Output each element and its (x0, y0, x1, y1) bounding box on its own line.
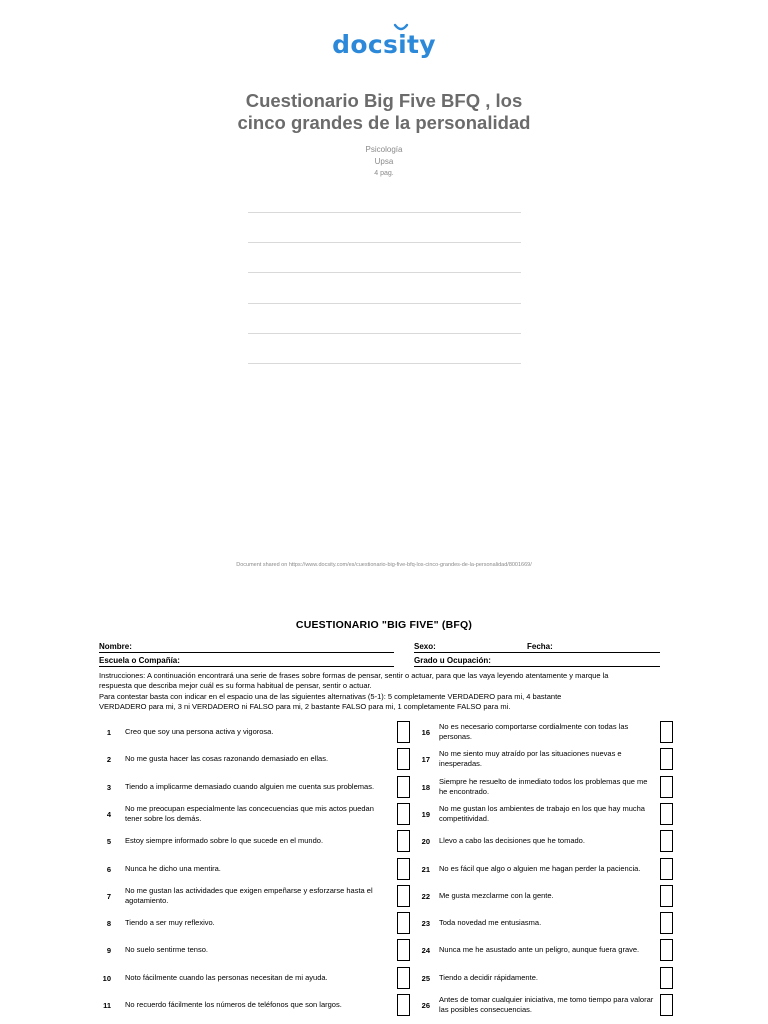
question-number: 7 (106, 891, 111, 901)
instructions-line: Para contestar basta con indicar en el espacio una de las siguientes alternativas (5-1): 5 completamente VERDADERO para mi, 4 bastante (99, 691, 562, 701)
document-title-line-2: cinco grandes de la personalidad (237, 112, 531, 133)
question-text: Siempre he resuelto de inmediato todos los problemas que me he encontrado. (439, 776, 648, 796)
questionnaire-title: CUESTIONARIO "BIG FIVE" (BFQ) (295, 619, 473, 631)
question-number: 2 (106, 755, 111, 765)
answer-box[interactable] (397, 885, 410, 907)
question-number: 11 (103, 1001, 111, 1010)
answer-box[interactable] (660, 803, 673, 825)
question-text: No me gusta hacer las cosas razonando demasiado en ellas. (125, 754, 329, 764)
question-text: No es necesario comportarse cordialmente con todas las personas. (439, 722, 629, 741)
question-text: Toda novedad me entusiasma. (439, 918, 542, 928)
cover-divider (248, 212, 521, 213)
escuela-label: Escuela o Compañía: (99, 656, 180, 665)
cover-divider (248, 363, 521, 364)
escuela-field-line[interactable] (99, 666, 394, 667)
docsity-logo: docsity (332, 30, 436, 59)
answer-box[interactable] (660, 939, 673, 961)
university-label: Upsa (374, 157, 394, 166)
answer-box[interactable] (660, 776, 673, 798)
logo-smile-arc (393, 23, 409, 33)
cover-divider (248, 333, 521, 334)
answer-box[interactable] (660, 967, 673, 989)
question-text: No es fácil que algo o alguien me hagan perder la paciencia. (439, 863, 641, 873)
question-number: 23 (421, 919, 430, 929)
question-text: Llevo a cabo las decisiones que he tomado. (439, 836, 585, 846)
instructions-line: VERDADERO para mi, 3 ni VERDADERO ni FALSO para mi, 2 bastante FALSO para mi, 1 completamente FALSO para mi. (99, 701, 511, 711)
question-number: 6 (106, 864, 111, 874)
question-text: Tiendo a implicarme demasiado cuando alguien me cuenta sus problemas. (125, 781, 375, 791)
answer-box[interactable] (397, 858, 410, 880)
question-text: No suelo sentirme tenso. (125, 945, 208, 955)
question-number: 21 (421, 864, 430, 874)
question-number: 17 (421, 755, 430, 765)
question-number: 22 (421, 891, 430, 901)
answer-box[interactable] (397, 967, 410, 989)
question-number: 20 (421, 837, 430, 847)
fecha-label: Fecha: (527, 642, 553, 651)
page-count: 4 pag. (374, 170, 394, 177)
question-number: 10 (102, 973, 111, 983)
cover-divider (248, 272, 521, 273)
question-number: 4 (106, 809, 111, 819)
question-text: Estoy siempre informado sobre lo que sucede en el mundo. (125, 836, 324, 846)
answer-box[interactable] (660, 912, 673, 934)
document-title (200, 90, 568, 134)
nombre-field-line[interactable] (99, 652, 394, 653)
answer-box[interactable] (660, 830, 673, 852)
cover-divider (248, 303, 521, 304)
instructions-line: Instrucciones: A continuación encontrará una serie de frases sobre formas de pensar, sentir o actuar, para que las vaya leyendo atentamente y marque la (99, 671, 609, 680)
grado-field-line[interactable] (414, 666, 660, 667)
question-text: No me gustan las actividades que exigen empeñarse y esforzarse hasta el agotamiento. (125, 885, 373, 905)
answer-box[interactable] (660, 748, 673, 770)
answer-box[interactable] (397, 994, 410, 1016)
answer-box[interactable] (660, 994, 673, 1016)
grado-label: Grado u Ocupación: (414, 656, 491, 665)
question-text: No recuerdo fácilmente los números de teléfonos que son largos. (125, 1000, 342, 1009)
question-number: 16 (421, 728, 430, 737)
answer-box[interactable] (397, 776, 410, 798)
question-number: 25 (421, 973, 430, 983)
answer-box[interactable] (397, 912, 410, 934)
question-text: Tiendo a decidir rápidamente. (439, 972, 538, 982)
question-number: 1 (106, 728, 111, 737)
answer-box[interactable] (660, 885, 673, 907)
cover-divider (248, 242, 521, 243)
question-text: Antes de tomar cualquier iniciativa, me tomo tiempo para valorar las posibles consecuencias. (439, 995, 654, 1014)
question-text: No me preocupan especialmente las concecuencias que mis actos puedan tener sobre los demás. (125, 803, 374, 823)
question-number: 19 (421, 809, 430, 819)
shared-document-url[interactable]: Document shared on https://www.docsity.com/es/cuestionario-big-five-bfq-los-cinco-grandes-de-la-personalidad/8001669/ (236, 562, 532, 568)
answer-box[interactable] (397, 721, 410, 743)
document-title-line-1: Cuestionario Big Five BFQ , los (245, 90, 523, 111)
question-number: 26 (421, 1001, 430, 1010)
question-text: No me siento muy atraído por las situaciones nuevas e inesperadas. (439, 749, 622, 769)
nombre-label: Nombre: (99, 642, 132, 651)
question-number: 9 (106, 946, 111, 956)
answer-box[interactable] (397, 939, 410, 961)
answer-box[interactable] (397, 748, 410, 770)
sexo-fecha-field-line[interactable] (414, 652, 660, 653)
question-number: 3 (106, 782, 111, 792)
question-text: Nunca me he asustado ante un peligro, aunque fuera grave. (439, 945, 640, 955)
subject-label: Psicología (365, 145, 403, 154)
answer-box[interactable] (397, 830, 410, 852)
question-text: No me gustan los ambientes de trabajo en los que hay mucha competitividad. (439, 803, 645, 823)
question-text: Nunca he dicho una mentira. (125, 863, 221, 873)
question-number: 5 (106, 837, 111, 847)
question-number: 24 (421, 946, 430, 956)
question-number: 18 (421, 782, 430, 792)
question-number: 8 (106, 919, 111, 929)
instructions (99, 671, 674, 712)
sexo-label: Sexo: (414, 642, 436, 651)
answer-box[interactable] (660, 721, 673, 743)
instructions-line: respuesta que describa mejor cuál es su forma habitual de pensar, sentir o actuar. (99, 681, 372, 691)
question-text: Me gusta mezclarme con la gente. (439, 890, 554, 900)
question-text: Tiendo a ser muy reflexivo. (125, 918, 215, 928)
question-text: Noto fácilmente cuando las personas necesitan de mi ayuda. (125, 972, 328, 982)
answer-box[interactable] (660, 858, 673, 880)
question-text: Creo que soy una persona activa y vigorosa. (125, 727, 274, 736)
answer-box[interactable] (397, 803, 410, 825)
